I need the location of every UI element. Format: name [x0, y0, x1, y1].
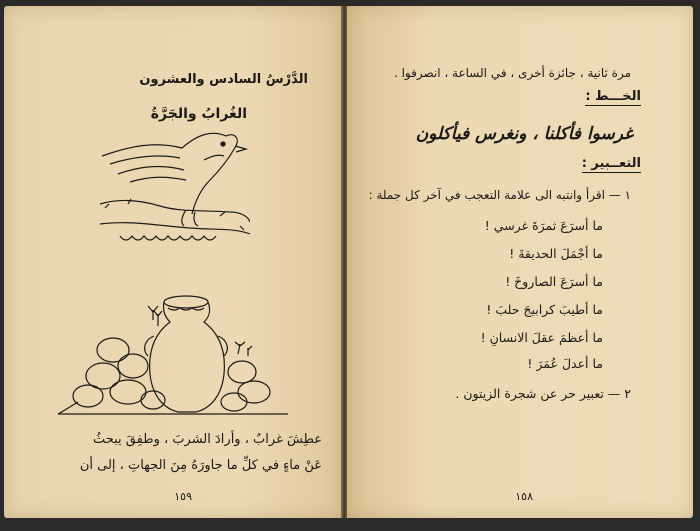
jar-illustration [58, 290, 288, 418]
page-number-left: ١٥٩ [174, 490, 192, 503]
exercise-2: ٢ — تعبير حر عن شجرة الزيتون . [455, 386, 631, 401]
exclamation-2: ما أجْمَلَ الحديقةَ ! [509, 246, 603, 261]
exclamation-3: ما أسرَعَ الصاروخَ ! [505, 274, 603, 289]
calligraphy-heading: الخـــط : [585, 89, 641, 104]
exercise-1: ١ — اقرأ وانتبه الى علامة التعجب في آخر كل جملة : [368, 188, 631, 202]
exclamation-5: ما أعظمَ عقلَ الانسانِ ! [480, 330, 603, 345]
left-page [4, 6, 342, 518]
exclamation-4: ما أطيبَ كرابيجَ حلبَ ! [486, 302, 603, 317]
right-page [347, 6, 693, 518]
body-line-1: عطِشَ غرابٌ ، وأرادَ الشربَ ، وطفِقَ يبحثُ [92, 432, 322, 447]
lesson-title: الدَّرْسُ السادس والعشرون [139, 72, 308, 87]
crow-illustration [100, 126, 250, 261]
story-title: الغُرابُ والجَرَّةُ [150, 106, 247, 122]
exclamation-1: ما أسرَعَ ثمرَةَ غرسي ! [484, 218, 603, 233]
body-line-2: عَنْ ماءٍ في كلِّ ما جاورَهُ مِنَ الجهاتِ ، إلى أن [79, 458, 322, 473]
page-number-right: ١٥٨ [515, 490, 533, 503]
exclamation-6: ما أعدلَ عُمَرَ ! [527, 356, 603, 371]
expression-heading: التعــبير : [581, 156, 641, 171]
top-line: مرة ثانية ، جائزة أخرى ، في الساعة ، انصرفوا . [393, 66, 631, 80]
calligraphy-text: غرسوا فأكلنا ، ونغرس فيأكلون [415, 124, 633, 144]
